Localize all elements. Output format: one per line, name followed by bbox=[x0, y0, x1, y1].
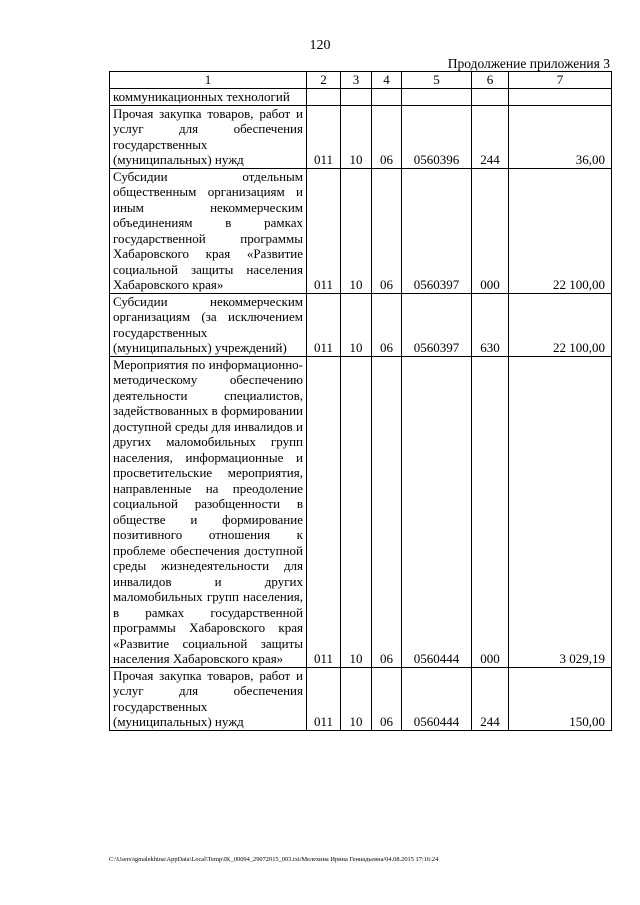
cell-section: 10 bbox=[341, 293, 372, 356]
table-row bbox=[110, 293, 612, 356]
cell-ministry bbox=[307, 89, 341, 106]
cell-expense-type: 244 bbox=[472, 105, 509, 168]
cell-amount: 150,00 bbox=[509, 667, 612, 730]
cell-subsection bbox=[372, 89, 402, 106]
cell-subsection: 06 bbox=[372, 293, 402, 356]
row-name: Мероприятия по информационно-методическому обеспечению деятельности специалистов, задействованных в формировании доступной среды для инвалидов и других маломобильных групп населения, информационные и просветительские мероприятия, направленные на преодоление социальной разобщенности в обществе и формирование позитивного отношения к проблеме обеспечения доступной среды жизнедеятельности для инвалидов и других маломобильных групп населения, в рамках государственной программы Хабаровского края «Развитие социальной защиты населения Хабаровского края» bbox=[110, 356, 307, 667]
cell-target-article: 0560397 bbox=[402, 168, 472, 293]
cell-target-article: 0560397 bbox=[402, 293, 472, 356]
cell-expense-type bbox=[472, 89, 509, 106]
page-number: 120 bbox=[309, 38, 331, 53]
cell-amount: 22 100,00 bbox=[509, 293, 612, 356]
cell-ministry: 011 bbox=[307, 168, 341, 293]
table-row bbox=[110, 89, 612, 106]
cell-subsection: 06 bbox=[372, 667, 402, 730]
cell-amount: 3 029,19 bbox=[509, 356, 612, 667]
column-header: 5 bbox=[402, 72, 472, 89]
cell-amount: 36,00 bbox=[509, 105, 612, 168]
cell-target-article: 0560444 bbox=[402, 667, 472, 730]
cell-ministry: 011 bbox=[307, 293, 341, 356]
appendix-caption: Продолжение приложения 3 bbox=[447, 56, 610, 71]
cell-subsection: 06 bbox=[372, 105, 402, 168]
row-name: коммуникационных технологий bbox=[110, 89, 307, 106]
cell-section bbox=[341, 89, 372, 106]
cell-ministry: 011 bbox=[307, 356, 341, 667]
cell-expense-type: 000 bbox=[472, 168, 509, 293]
cell-target-article: 0560444 bbox=[402, 356, 472, 667]
cell-amount bbox=[509, 89, 612, 106]
row-name: Прочая закупка товаров, работ и услуг для обеспечения государственных (муниципальных) нужд bbox=[110, 105, 307, 168]
cell-target-article: 0560396 bbox=[402, 105, 472, 168]
cell-ministry: 011 bbox=[307, 105, 341, 168]
cell-section: 10 bbox=[341, 105, 372, 168]
cell-section: 10 bbox=[341, 356, 372, 667]
table-row bbox=[110, 667, 612, 730]
table-row bbox=[110, 168, 612, 293]
table-row bbox=[110, 356, 612, 667]
cell-amount: 22 100,00 bbox=[509, 168, 612, 293]
column-header: 1 bbox=[110, 72, 307, 89]
table-header-row bbox=[110, 72, 612, 89]
footer-file-path: C:\Users\igmalekhina\AppData\Local\Temp\IK_00094_29072015_003.txt/Мелехина Ирина Геннадьевна/04.08.2015 17:16:24 bbox=[109, 856, 439, 863]
row-name: Субсидии отдельным общественным организациям и иным некоммерческим объединениям в рамках государственной программы Хабаровского края «Развитие социальной защиты населения Хабаровского края» bbox=[110, 168, 307, 293]
row-name: Прочая закупка товаров, работ и услуг для обеспечения государственных (муниципальных) нужд bbox=[110, 667, 307, 730]
column-header: 2 bbox=[307, 72, 341, 89]
column-header: 4 bbox=[372, 72, 402, 89]
cell-section: 10 bbox=[341, 168, 372, 293]
cell-expense-type: 000 bbox=[472, 356, 509, 667]
cell-expense-type: 630 bbox=[472, 293, 509, 356]
column-header: 7 bbox=[509, 72, 612, 89]
column-header: 3 bbox=[341, 72, 372, 89]
row-name: Субсидии некоммерческим организациям (за исключением государственных (муниципальных) учреждений) bbox=[110, 293, 307, 356]
cell-subsection: 06 bbox=[372, 168, 402, 293]
cell-ministry: 011 bbox=[307, 667, 341, 730]
budget-table bbox=[109, 71, 612, 731]
cell-expense-type: 244 bbox=[472, 667, 509, 730]
column-header: 6 bbox=[472, 72, 509, 89]
cell-subsection: 06 bbox=[372, 356, 402, 667]
cell-section: 10 bbox=[341, 667, 372, 730]
table-row bbox=[110, 105, 612, 168]
cell-target-article bbox=[402, 89, 472, 106]
